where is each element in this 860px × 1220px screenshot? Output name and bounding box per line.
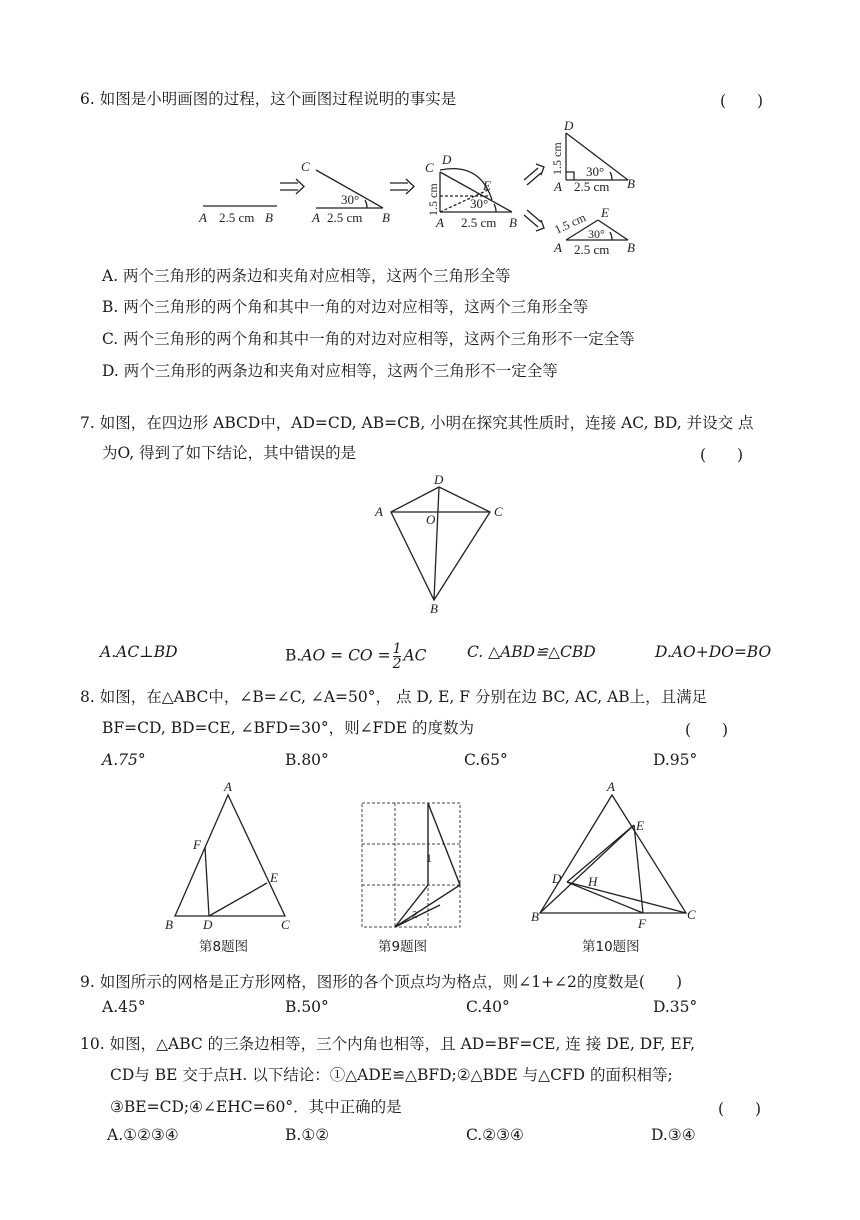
q6-r2-angle: 30° [588,227,605,241]
q6-s2-a: A [312,210,320,225]
q6-s2-len: 2.5 cm [327,210,363,225]
q10-stem-line2: CD与 BE 交于点H. 以下结论：①△ADE≌△BFD;②△BDE 与△CFD 的面积相等; [110,1066,673,1084]
q7-fig-c: C [494,504,503,519]
fig8-f: F [193,837,201,852]
q10-option-a: A.①②③④ [107,1126,179,1144]
q7-option-a: A.AC⊥BD [100,643,178,661]
q6-option-d: D. 两个三角形的两条边和夹角对应相等，这两个三角形不一定全等 [102,362,558,380]
q9-stem: 9. 如图所示的网格是正方形网格，图形的各个顶点均为格点，则∠1+∠2的度数是( ) [80,973,682,991]
q6-answer-paren: ( ) [720,92,764,110]
q6-arrow-up [524,164,544,185]
q6-s3-a: A [436,215,444,230]
fig10-a: A [607,779,615,794]
q6-s3-e: E [483,178,491,193]
fig9-caption: 第9题图 [378,939,428,955]
q6-r1-side: 1.5 cm [550,142,564,175]
fig9-angle-1: 1 [426,851,432,865]
q9-option-d: D.35° [653,998,698,1016]
q10-option-c: C.②③④ [466,1126,524,1144]
fig8-d: D [203,917,213,932]
q6-option-b: B. 两个三角形的两个角和其中一角的对边对应相等，这两个三角形全等 [102,298,589,316]
fig8-triangle [175,795,285,916]
q6-r2-a: A [554,240,562,255]
q6-r1-a: A [554,179,562,194]
q6-s1-b: B [265,210,273,225]
q7-option-d: D.AO+DO=BO [655,643,772,661]
fig10-caption: 第10题图 [582,939,640,955]
q8-option-a: A.75° [102,751,146,769]
q7-fig-d: D [434,472,444,487]
q7-fig-b: B [430,601,438,616]
q6-r1-d: D [564,118,574,133]
q6-r1-len: 2.5 cm [574,179,610,194]
q6-arrow-down [524,210,544,231]
q8-answer-paren: ( ) [685,721,729,739]
q8-stem-line1: 8. 如图，在△ABC中，∠B=∠C, ∠A=50°， 点 D, E, F 分别在边 BC, AC, AB上，且满足 [80,688,708,706]
q10-option-d: D.③④ [651,1126,696,1144]
q8-option-d: D.95° [653,751,698,769]
q10-stem-line1: 10. 如图，△ABC 的三条边相等，三个内角也相等，且 AD=BF=CE, 连 接 DE, DF, EF, [80,1035,696,1053]
q8-stem-line2: BF=CD, BD=CE, ∠BFD=30°，则∠FDE 的度数为 [102,719,474,737]
fig10-triangle [540,795,686,913]
q7-fig-a: A [375,504,383,519]
q6-s3-b: B [509,215,517,230]
q6-s2-b: B [382,210,390,225]
fig10-h: H [588,874,598,889]
q8-option-c: C.65° [464,751,508,769]
fig10-b: B [531,909,539,924]
q6-r2-e: E [601,205,609,220]
q7-option-c: C. △ABD≌△CBD [467,643,596,661]
q6-option-a: A. 两个三角形的两条边和夹角对应相等，这两个三角形全等 [102,267,511,285]
q6-arrow-2 [390,179,414,194]
q6-r2-b: B [627,240,635,255]
q6-r1-angle: 30° [586,164,605,179]
q6-s3-len: 2.5 cm [461,215,497,230]
q6-s3-d: D [442,152,452,167]
fig8-caption: 第8题图 [199,939,249,955]
fig10-c: C [687,907,696,922]
q7-stem-line1: 7. 如图，在四边形 ABCD中，AD=CD, AB=CB, 小明在探究其性质时，连接 AC, BD, 并设交 点 [80,414,754,432]
q7-kite-figure [0,470,860,620]
q6-arrow-1 [280,179,304,194]
q6-s1-len: 2.5 cm [219,210,255,225]
q6-s3-angle: 30° [470,196,489,211]
q10-stem-line3: ③BE=CD;④∠EHC=60°．其中正确的是 [110,1098,402,1116]
q7-stem-line2: 为O, 得到了如下结论，其中错误的是 [102,444,357,462]
fig10-e: E [636,818,644,833]
q7-option-b: B.AO = CO = $\frac{1}{2}$ AC [285,641,427,672]
fig10-f: F [638,916,646,931]
q9-option-b: B.50° [285,998,329,1016]
fig10-d: D [552,871,562,886]
fig8-c: C [281,917,290,932]
q6-r2-len: 2.5 cm [574,242,610,257]
figures-row [0,775,860,935]
q6-s1-a: A [199,210,207,225]
q10-answer-paren: ( ) [718,1100,762,1118]
fig9-grid [362,803,460,927]
q6-stem: 6. 如图是小明画图的过程，这个画图过程说明的事实是 [80,90,457,108]
q9-option-a: A.45° [102,998,146,1016]
q6-option-c: C. 两个三角形的两个角和其中一角的对边对应相等，这两个三角形不一定全等 [102,330,635,348]
q6-r2-side: 1.5 cm [552,210,588,237]
fig8-e: E [270,870,278,885]
q7-fig-o: O [426,512,436,527]
q8-option-b: B.80° [285,751,329,769]
q6-s2-angle: 30° [341,192,360,207]
fig8-a: A [224,779,232,794]
q6-s2-c: C [301,159,310,174]
q10-option-b: B.①② [285,1126,330,1144]
q7-answer-paren: ( ) [700,446,744,464]
q6-s3-side: 1.5 cm [426,183,440,216]
q6-r1-b: B [627,176,635,191]
fig9-angle-2: 2 [412,909,418,921]
q6-s3-c: C [425,160,434,175]
q9-option-c: C.40° [466,998,510,1016]
fig8-b: B [165,917,173,932]
